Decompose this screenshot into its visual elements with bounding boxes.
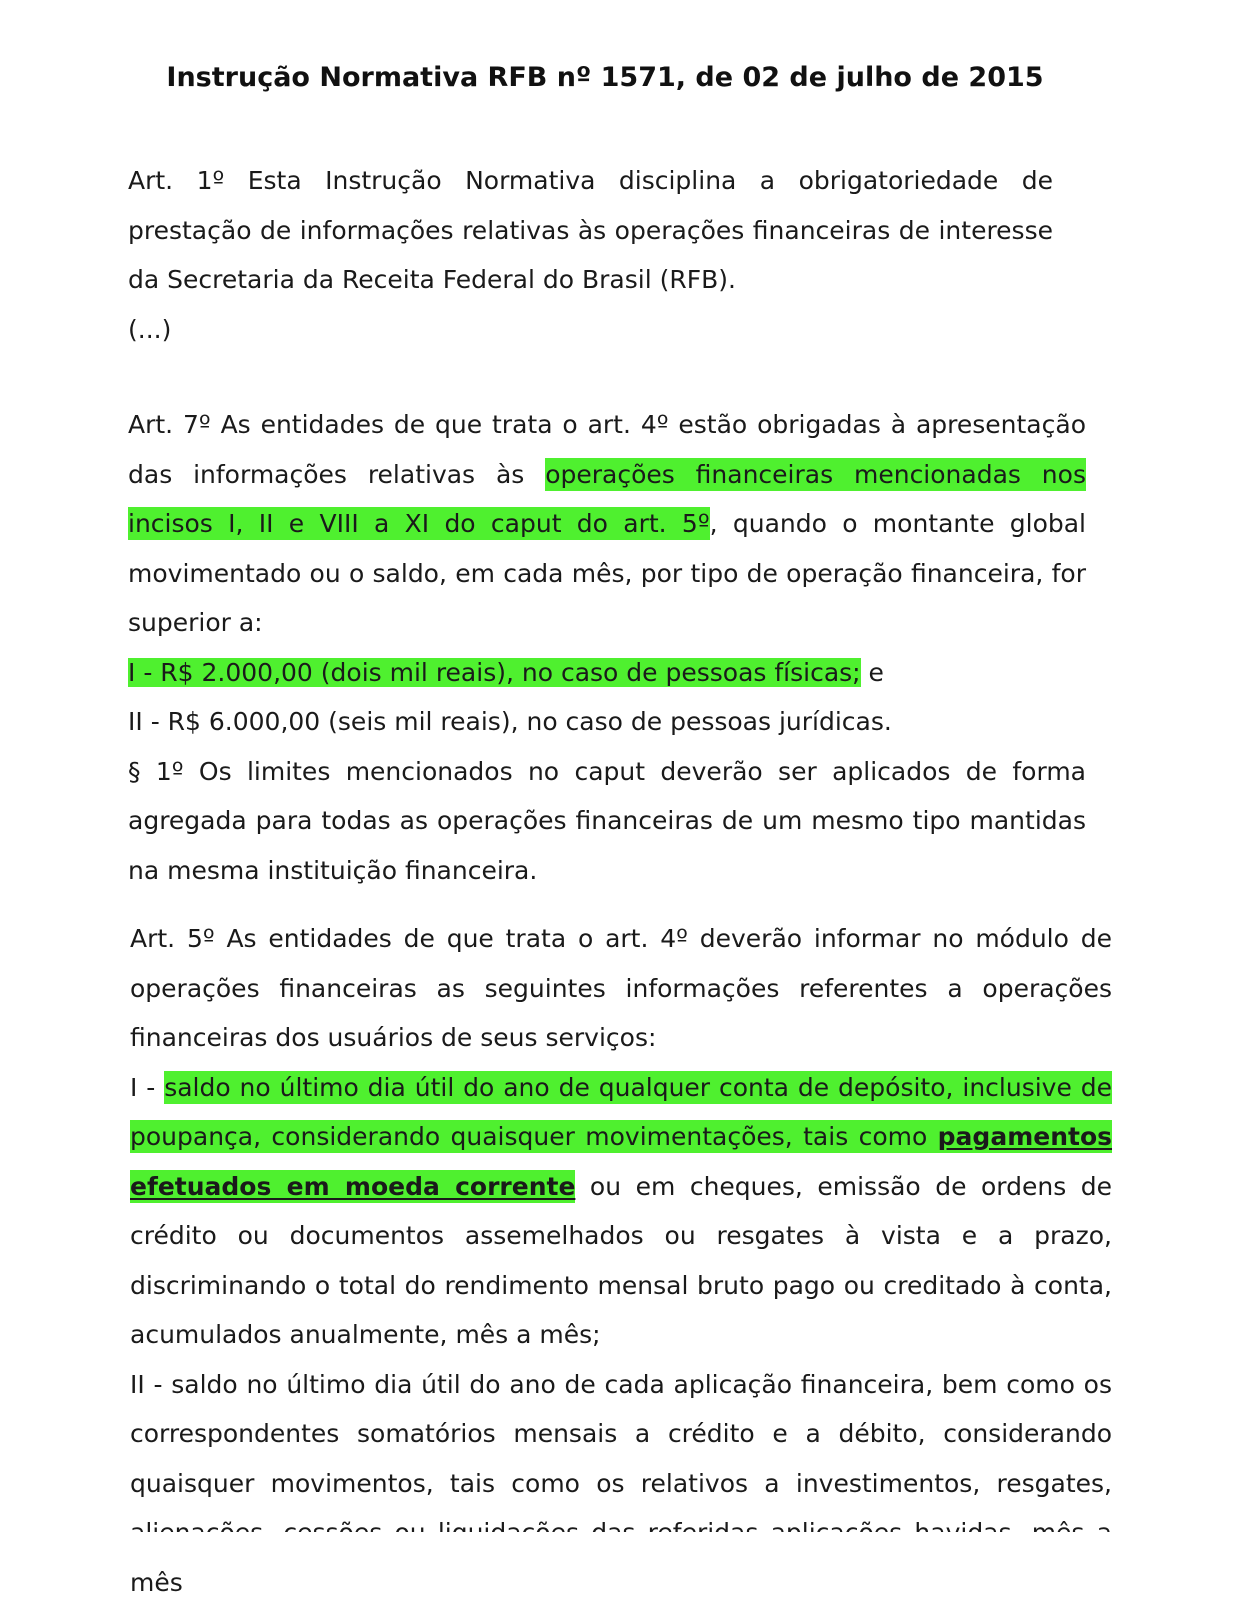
article-7-item-1 [128, 648, 1086, 698]
highlighted-text: saldo no último dia útil do ano de qualquer conta de depósito, inclusive de poupança, considerando quaisquer movimentações, tais como [130, 1071, 1112, 1154]
article-7-intro-pre: Art. 7º As entidades de que trata o art. 4º estão obrigadas à apresentação das informações relativas às [128, 410, 1086, 489]
document-title: Instrução Normativa RFB nº 1571, de 02 de julho de 2015 [0, 62, 1210, 93]
article-7-paragraph-1: § 1º Os limites mencionados no caput deverão ser aplicados de forma agregada para todas as operações financeiras de um mesmo tipo mantidas na mesma instituição financeira. [128, 747, 1086, 896]
ellipsis: (...) [128, 305, 1053, 355]
article-5-item-2: II - saldo no último dia útil do ano de cada aplicação financeira, bem como os correspondentes somatórios mensais a crédito e a débito, considerando quaisquer movimentos, tais como os relativos a investimentos, resgates, mês [130, 1360, 1112, 1607]
article-7-item-2: II - R$ 6.000,00 (seis mil reais), no caso de pessoas jurídicas. [128, 697, 1086, 747]
article-7-intro [128, 400, 1086, 648]
highlighted-text: I - R$ 2.000,00 (dois mil reais), no caso de pessoas físicas; [128, 658, 861, 687]
article-5-intro: Art. 5º As entidades de que trata o art. 4º deverão informar no módulo de operações financeiras as seguintes informações referentes a operações financeiras dos usuários de seus serviços: [130, 914, 1112, 1063]
article-5-item-1-post: ou em cheques, emissão de ordens de crédito ou documentos assemelhados ou resgates à vista e a prazo, discriminando o total do rendimento mensal bruto pago ou creditado à conta, acumulados anualmente, mês a mês; [130, 1172, 1112, 1350]
page-bottom-crop [0, 1532, 1236, 1548]
highlighted-text: operações financeiras mencionadas nos incisos I, II e VIII a XI do caput do art. 5º [128, 458, 1086, 541]
article-7-item-1-post: e [861, 658, 884, 687]
article-5-item-1-prefix: I - [130, 1073, 164, 1102]
article-5-item-1 [130, 1063, 1112, 1360]
article-5 [130, 914, 1112, 1607]
article-7 [128, 400, 1086, 895]
article-7-intro-post: , quando o montante global movimentado ou o saldo, em cada mês, por tipo de operação financeira, for superior a: [128, 509, 1086, 637]
article-1-text: Art. 1º Esta Instrução Normativa disciplina a obrigatoriedade de prestação de informações relativas às operações financeiras de interesse da Secretaria da Receita Federal do Brasil (RFB). [128, 156, 1053, 305]
article-1 [128, 156, 1053, 354]
highlighted-bold-underlined-text: pagamentos efetuados em moeda corrente [130, 1120, 1112, 1203]
